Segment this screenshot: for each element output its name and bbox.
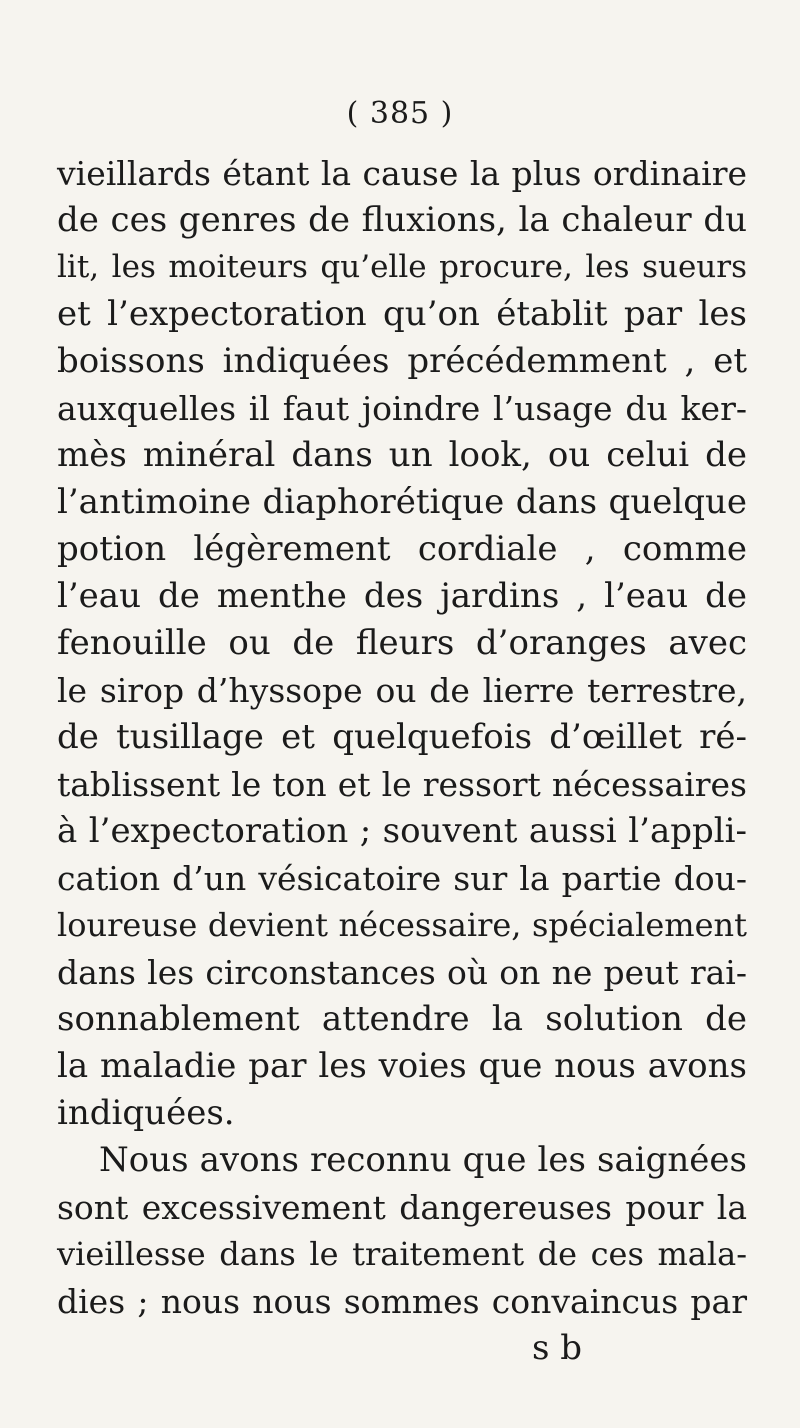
text-line: loureuse devient nécessaire, spécialement bbox=[57, 906, 747, 944]
text-line: dies ; nous nous sommes convaincus par bbox=[57, 1282, 747, 1321]
text-line: et l’expectoration qu’on établit par les bbox=[57, 294, 747, 334]
text-line: l’antimoine diaphorétique dans quelque bbox=[57, 482, 747, 522]
body-text bbox=[57, 150, 747, 1372]
text-line: mès minéral dans un look, ou celui de bbox=[57, 435, 747, 475]
text-line: boissons indiquées précédemment , et bbox=[57, 341, 747, 381]
text-line: lit, les moiteurs qu’elle procure, les sueurs bbox=[57, 249, 747, 285]
catchword: s b bbox=[532, 1328, 583, 1368]
text-line: sont excessivement dangereuses pour la bbox=[57, 1188, 747, 1227]
text-line: à l’expectoration ; souvent aussi l’appli- bbox=[57, 811, 747, 851]
text-line: cation d’un vésicatoire sur la partie dou- bbox=[57, 859, 747, 898]
text-line: vieillesse dans le traitement de ces mala- bbox=[57, 1235, 747, 1273]
text-line: potion légèrement cordiale , comme bbox=[57, 529, 747, 569]
text-line: la maladie par les voies que nous avons bbox=[57, 1046, 747, 1086]
paragraph-end-line: indiquées. bbox=[57, 1093, 235, 1133]
text-line: dans les circonstances où on ne peut rai- bbox=[57, 953, 747, 992]
text-line: tablissent le ton et le ressort nécessaires bbox=[57, 765, 747, 804]
text-line: de ces genres de fluxions, la chaleur du bbox=[57, 200, 747, 240]
paragraph-start-line: Nous avons reconnu que les saignées bbox=[99, 1140, 747, 1180]
text-line: auxquelles il faut joindre l’usage du ker- bbox=[57, 389, 747, 428]
text-line: de tusillage et quelquefois d’œillet ré- bbox=[57, 717, 747, 757]
text-line: l’eau de menthe des jardins , l’eau de bbox=[57, 576, 747, 616]
text-line: sonnablement attendre la solution de bbox=[57, 999, 747, 1039]
text-line: vieillards étant la cause la plus ordinaire bbox=[57, 154, 747, 193]
text-line: fenouille ou de fleurs d’oranges avec bbox=[57, 623, 747, 663]
text-line: le sirop d’hyssope ou de lierre terrestre, bbox=[57, 671, 747, 710]
page-number: ( 385 ) bbox=[346, 96, 454, 131]
